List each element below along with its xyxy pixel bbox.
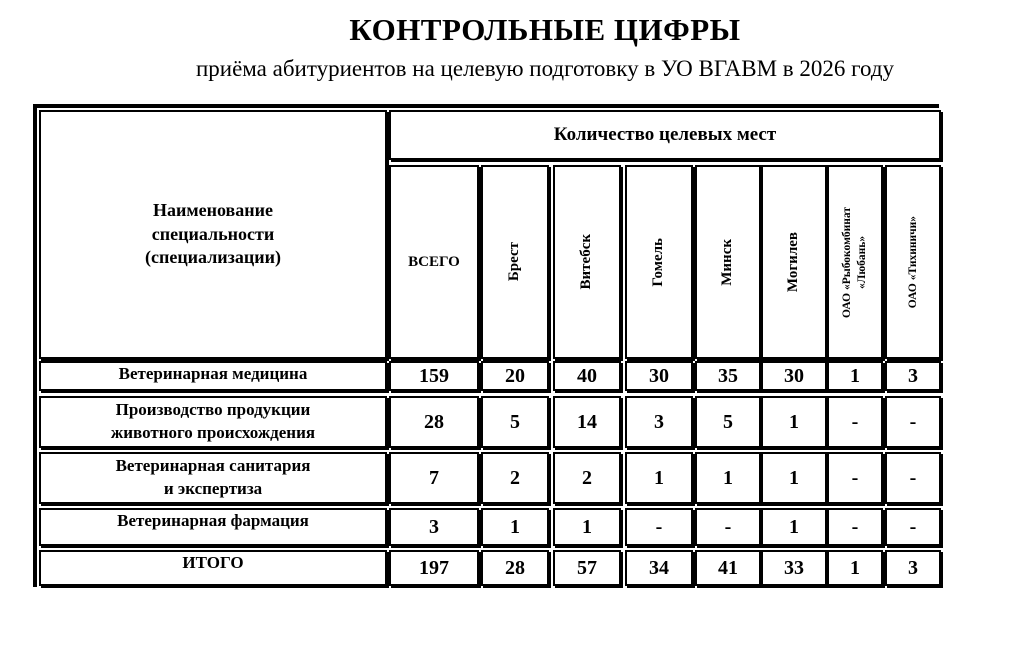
col-header-brest: Брест: [481, 165, 549, 359]
table-cell: 33: [761, 550, 827, 586]
table-cell: 3: [885, 550, 941, 586]
col-header-tikhinichi: ОАО «Тихиничи»: [885, 165, 941, 359]
row-name-total: ИТОГО: [39, 550, 387, 586]
table-cell: 1: [553, 508, 621, 546]
table-cell: 30: [761, 361, 827, 391]
table-cell: 2: [553, 452, 621, 504]
quantity-header: Количество целевых мест: [389, 110, 941, 160]
row-name-vet-medicine: Ветеринарная медицина: [39, 361, 387, 391]
col-header-total: ВСЕГО: [389, 165, 479, 359]
table-cell: -: [885, 396, 941, 448]
table-cell: 1: [695, 452, 761, 504]
target-places-table: [33, 104, 945, 592]
table-cell: 2: [481, 452, 549, 504]
col-header-gomel: Гомель: [625, 165, 693, 359]
table-cell: 1: [761, 452, 827, 504]
table-cell: 34: [625, 550, 693, 586]
table-cell: 5: [481, 396, 549, 448]
table-cell: 14: [553, 396, 621, 448]
specialty-header: Наименование специальности (специализации): [39, 110, 387, 359]
table-cell: -: [625, 508, 693, 546]
col-header-vitebsk: Витебск: [553, 165, 621, 359]
table-cell: -: [885, 508, 941, 546]
table-cell: 159: [389, 361, 479, 391]
table-cell: 3: [885, 361, 941, 391]
table-cell: -: [827, 452, 883, 504]
table-cell: 1: [761, 508, 827, 546]
table-cell: -: [695, 508, 761, 546]
table-cell: 1: [761, 396, 827, 448]
table-cell: 20: [481, 361, 549, 391]
table-cell: -: [885, 452, 941, 504]
table-cell: 1: [481, 508, 549, 546]
row-name-vet-sanitation: Ветеринарная санитария и экспертиза: [39, 452, 387, 504]
table-cell: 3: [625, 396, 693, 448]
table-cell: 1: [827, 361, 883, 391]
table-cell: -: [827, 396, 883, 448]
table-cell: 28: [481, 550, 549, 586]
table-cell: -: [827, 508, 883, 546]
table-cell: 57: [553, 550, 621, 586]
table-cell: 1: [827, 550, 883, 586]
table-cell: 197: [389, 550, 479, 586]
row-name-animal-products: Производство продукции животного происхождения: [39, 396, 387, 448]
table-cell: 35: [695, 361, 761, 391]
table-cell: 28: [389, 396, 479, 448]
table-cell: 41: [695, 550, 761, 586]
page-subtitle: приёма абитуриентов на целевую подготовку в УО ВГАВМ в 2026 году: [195, 56, 895, 81]
table-cell: 7: [389, 452, 479, 504]
row-name-vet-pharmacy: Ветеринарная фармация: [39, 508, 387, 546]
col-header-rybokombinat: ОАО «Рыбокомбинат «Любань»: [827, 165, 883, 359]
table-cell: 40: [553, 361, 621, 391]
table-cell: 1: [625, 452, 693, 504]
page-title: КОНТРОЛЬНЫЕ ЦИФРЫ: [349, 12, 741, 47]
col-header-minsk: Минск: [695, 165, 761, 359]
table-cell: 3: [389, 508, 479, 546]
table-cell: 5: [695, 396, 761, 448]
col-header-mogilev: Могилев: [761, 165, 827, 359]
table-cell: 30: [625, 361, 693, 391]
